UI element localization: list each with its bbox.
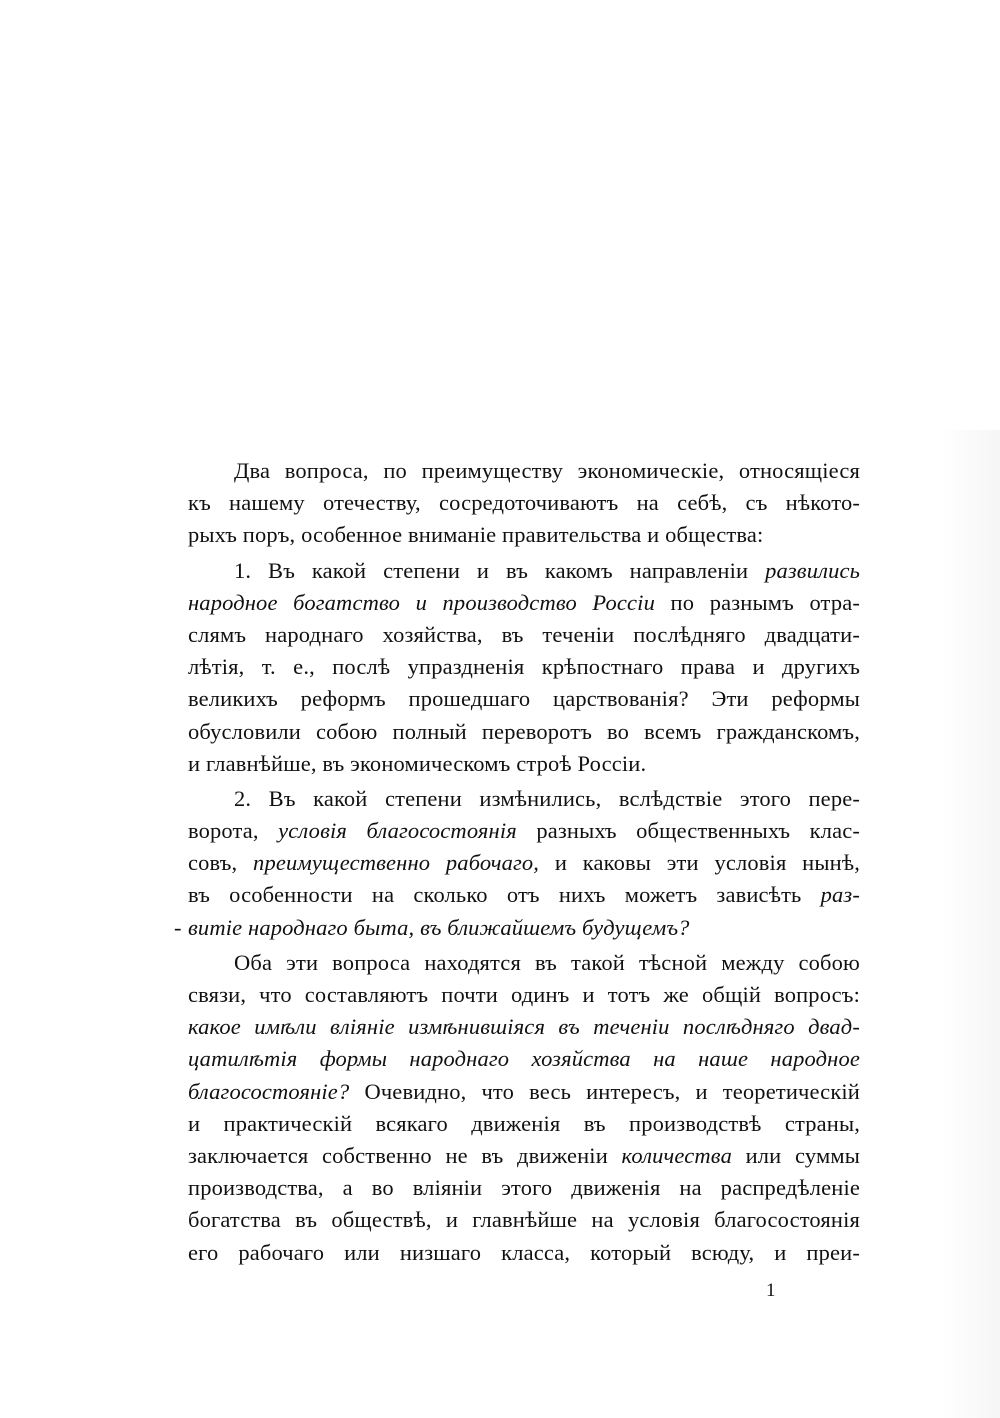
page-body-text (174, 455, 861, 1269)
text-line: производства, а во вліяніи этого движенія на распредѣленіе (188, 1175, 860, 1201)
scan-shadow (940, 430, 1000, 1418)
text-line: заключается собственно не въ движеніи количества или суммы (188, 1142, 860, 1168)
text-line: въ особенности на сколько отъ нихъ можетъ зависѣть раз- (188, 882, 860, 908)
text-line: совъ, преимущественно рабочаго, и каковы эти условія нынѣ, (188, 850, 860, 876)
text-line: лѣтія, т. е., послѣ упраздненія крѣпостнаго права и другихъ (188, 654, 860, 680)
text-line: обусловили собою полный переворотъ во всемъ гражданскомъ, (188, 718, 860, 744)
text-line: 1. Въ какой степени и въ какомъ направленіи развились (234, 557, 860, 583)
text-line: ворота, условія благосостоянія разныхъ общественныхъ клас- (188, 818, 861, 844)
page-number: 1 (766, 1280, 776, 1301)
text-line: богатства въ обществѣ, и главнѣйше на условія благосостоянія (188, 1207, 860, 1233)
text-line: цатилѣтія формы народнаго хозяйства на наше народное (188, 1046, 860, 1072)
text-line: его рабочаго или низшаго класса, который всюду, и преи- (188, 1239, 860, 1265)
text-line: рыхъ поръ, особенное вниманіе правительства и общества: (188, 522, 764, 548)
text-line: - витіе народнаго быта, въ ближайшемъ будущемъ? (188, 912, 860, 944)
text-line: благосостояніе? Очевидно, что весь интересъ, и теоретическій (188, 1078, 860, 1104)
text-line: какое имѣли вліяніе измѣнившіяся въ теченіи послѣдняго двад- (188, 1014, 860, 1040)
text-line: Два вопроса, по преимуществу экономическіе, относящіеся (234, 458, 860, 483)
text-line: Оба эти вопроса находятся въ такой тѣсной между собою (234, 949, 860, 975)
text-line: и главнѣйше, въ экономическомъ строѣ Россіи. (188, 750, 647, 776)
text-line: слямъ народнаго хозяйства, въ теченіи послѣдняго двадцати- (188, 621, 860, 647)
text-line: великихъ реформъ прошедшаго царствованія? Эти реформы (188, 686, 860, 712)
text-line: къ нашему отечеству, сосредоточиваютъ на себѣ, съ нѣкото- (188, 490, 860, 516)
margin-mark: - (174, 914, 182, 940)
text-line: народное богатство и производство Россіи по разнымъ отра- (188, 589, 860, 615)
text-line: связи, что составляютъ почти одинъ и тотъ же общій вопросъ: (188, 982, 860, 1007)
text-line: 2. Въ какой степени измѣнились, вслѣдствіе этого пере- (234, 785, 860, 811)
text-line: и практическій всякаго движенія въ производствѣ страны, (188, 1110, 860, 1136)
